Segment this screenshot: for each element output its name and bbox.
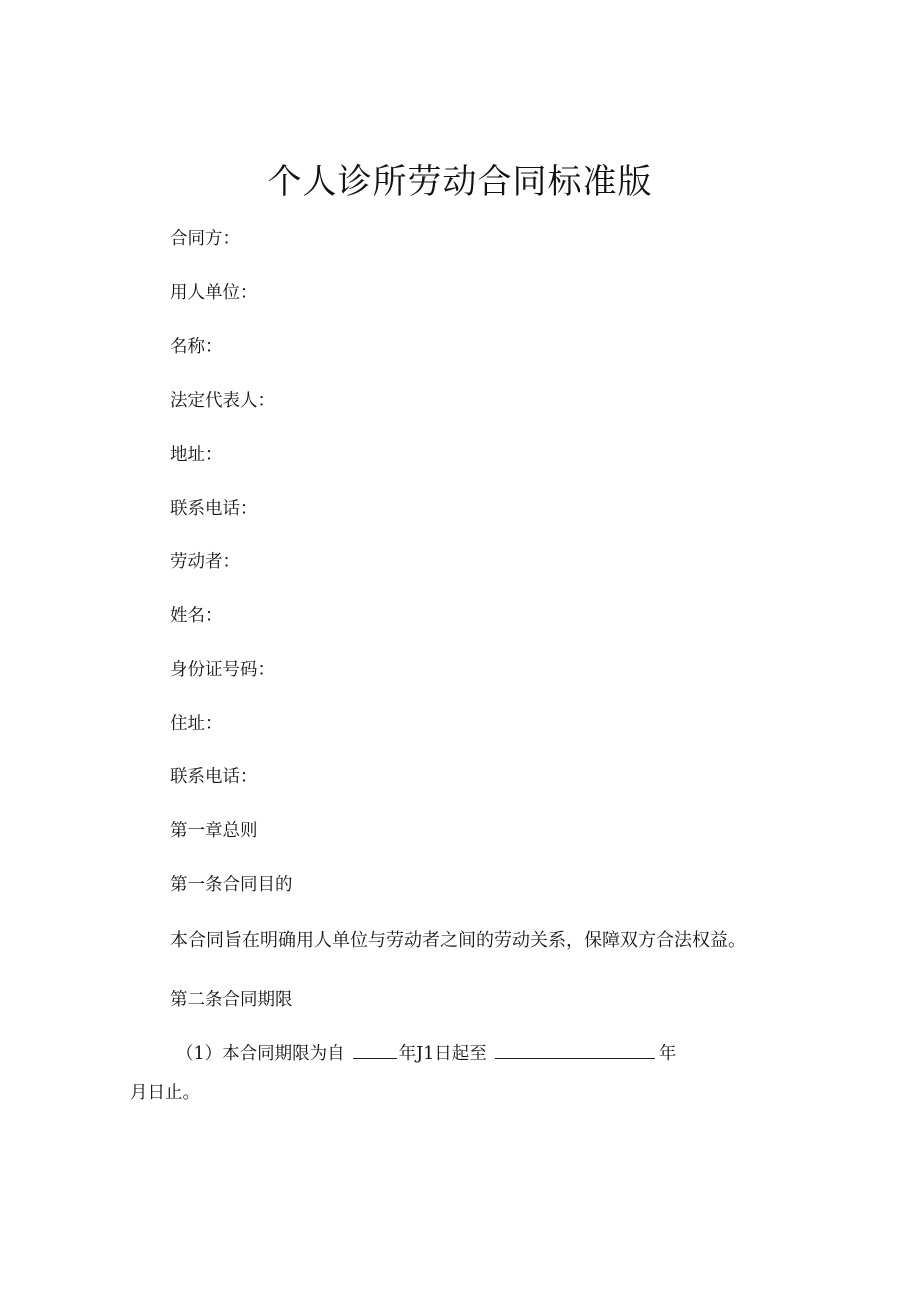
id-number-label: 身份证号码：	[170, 660, 275, 680]
employer-phone-label: 联系电话：	[170, 499, 258, 519]
page-title: 个人诊所劳动合同标准版	[267, 162, 653, 202]
chapter-heading: 第一章总则	[170, 821, 258, 841]
end-year-blank	[495, 1040, 655, 1059]
legal-rep-label: 法定代表人：	[170, 391, 275, 411]
start-year-blank	[353, 1040, 397, 1059]
article1-heading: 第一条合同目的	[170, 875, 293, 895]
clause1-mid: 年J1日起至	[398, 1044, 487, 1064]
employee-name-label: 姓名：	[170, 606, 223, 626]
clause1-suffix: 年	[658, 1044, 677, 1064]
clause1-line	[176, 1040, 676, 1066]
employee-phone-label: 联系电话：	[170, 767, 258, 787]
article2-heading: 第二条合同期限	[170, 990, 293, 1010]
employer-name-label: 名称：	[170, 337, 223, 357]
employee-label: 劳动者：	[170, 552, 240, 572]
clause1-continuation: 月日止。	[130, 1083, 200, 1103]
article1-text: 本合同旨在明确用人单位与劳动者之间的劳动关系，保障双方合法权益。	[170, 930, 746, 951]
clause1-prefix: （1）本合同期限为自	[176, 1044, 345, 1064]
employee-address-label: 住址：	[170, 714, 223, 734]
parties-header: 合同方：	[170, 229, 240, 249]
employer-address-label: 地址：	[170, 445, 223, 465]
employer-label: 用人单位：	[170, 283, 258, 303]
